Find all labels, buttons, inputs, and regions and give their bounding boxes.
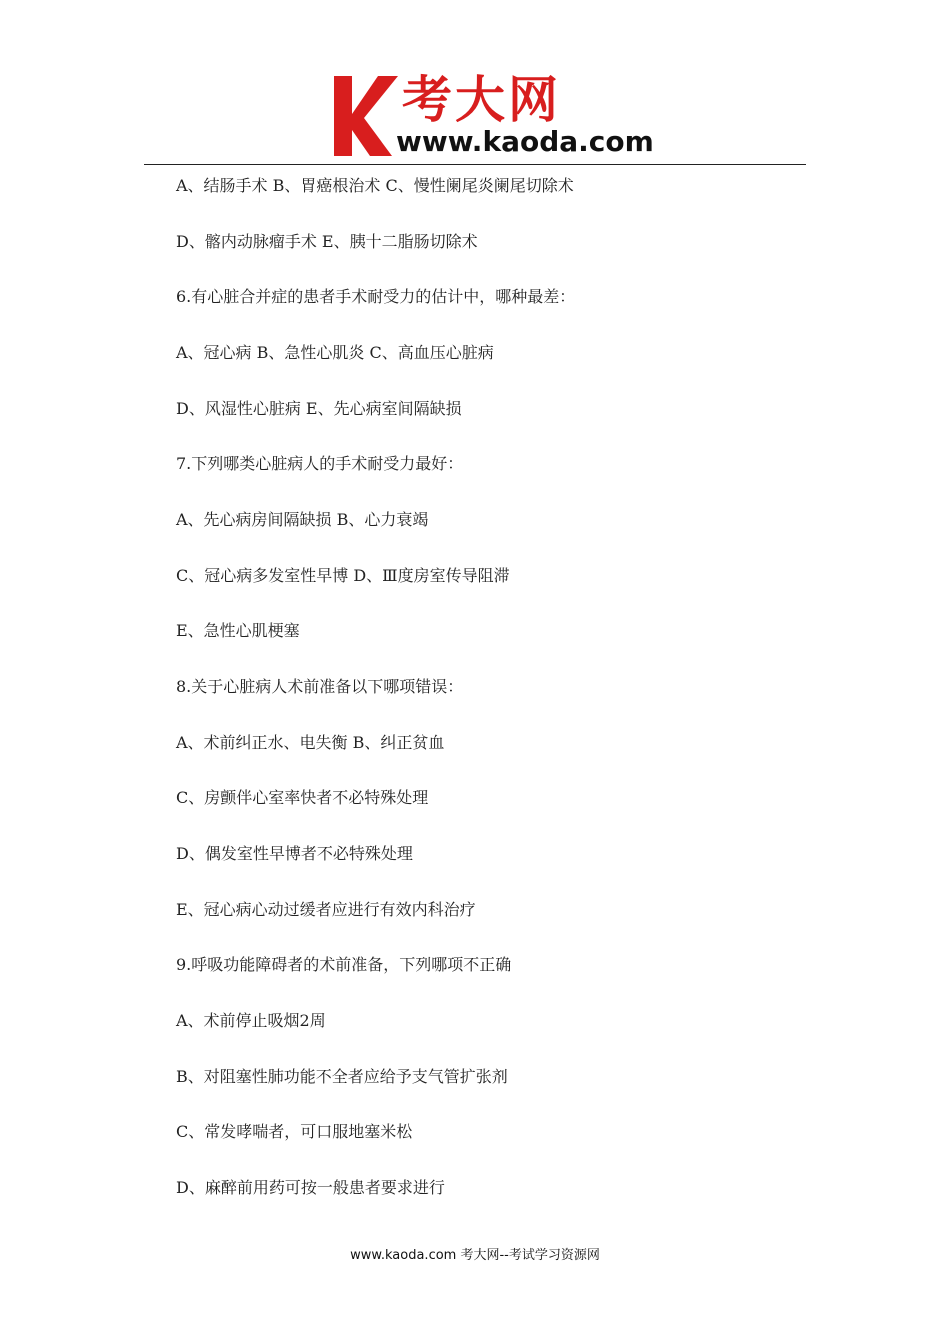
text-line: 6.有心脏合并症的患者手术耐受力的估计中，哪种最差： xyxy=(176,287,576,306)
logo-url: www.kaoda.com xyxy=(396,125,654,158)
text-line: 7.下列哪类心脏病人的手术耐受力最好： xyxy=(176,454,464,473)
text-line: D、髂内动脉瘤手术 E、胰十二脂肠切除术 xyxy=(176,232,478,251)
text-line: D、麻醉前用药可按一般患者要求进行 xyxy=(176,1178,445,1197)
text-line: A、术前停止吸烟2周 xyxy=(176,1011,326,1030)
text-line: D、风湿性心脏病 E、先心病室间隔缺损 xyxy=(176,399,462,418)
page-header xyxy=(0,0,950,170)
text-line: C、房颤伴心室率快者不必特殊处理 xyxy=(176,788,429,807)
text-line: 9.呼吸功能障碍者的术前准备，下列哪项不正确 xyxy=(176,955,512,974)
text-line: D、偶发室性早博者不必特殊处理 xyxy=(176,844,413,863)
text-line: B、对阻塞性肺功能不全者应给予支气管扩张剂 xyxy=(176,1067,508,1086)
logo-chinese-name: 考大网 xyxy=(402,71,561,129)
text-line: A、先心病房间隔缺损 B、心力衰竭 xyxy=(176,510,429,529)
text-line: C、冠心病多发室性早博 D、Ⅲ度房室传导阻滞 xyxy=(176,566,510,585)
text-line: E、冠心病心动过缓者应进行有效内科治疗 xyxy=(176,900,476,919)
header-divider xyxy=(144,164,806,165)
text-line: A、术前纠正水、电失衡 B、纠正贫血 xyxy=(176,733,445,752)
text-line: C、常发哮喘者，可口服地塞米松 xyxy=(176,1122,413,1141)
text-line: A、冠心病 B、急性心肌炎 C、高血压心脏病 xyxy=(176,343,494,362)
text-line: 8.关于心脏病人术前准备以下哪项错误： xyxy=(176,677,464,696)
kaoda-logo-k-icon xyxy=(330,74,400,158)
text-line: A、结肠手术 B、胃癌根治术 C、慢性阑尾炎阑尾切除术 xyxy=(176,176,574,195)
text-line: E、急性心肌梗塞 xyxy=(176,621,300,640)
page-footer: www.kaoda.com 考大网--考试学习资源网 xyxy=(350,1248,600,1263)
